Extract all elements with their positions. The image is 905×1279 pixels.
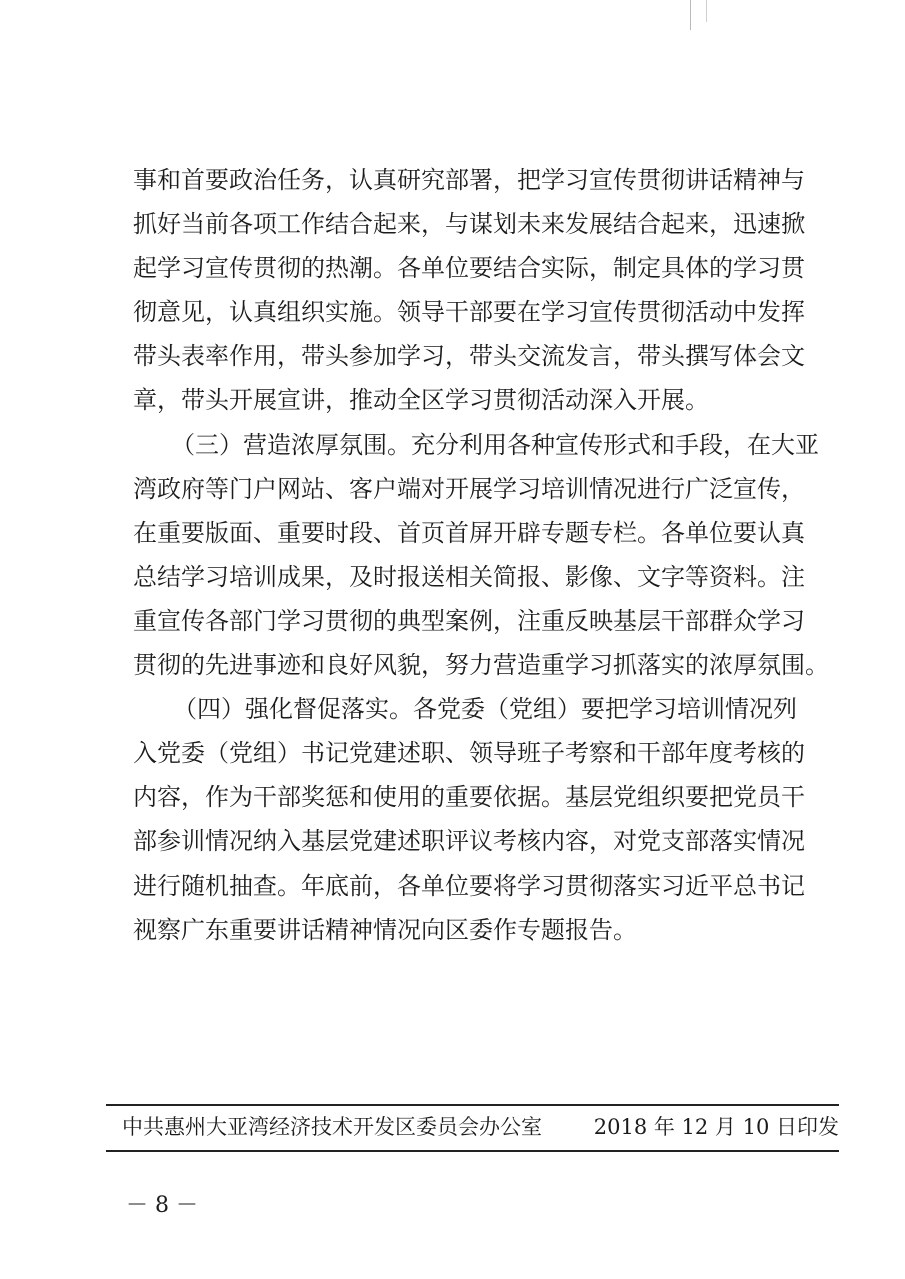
text-line: 章，带头开展宣讲，推动全区学习贯彻活动深入开展。 [133,386,709,415]
paragraph-heading-line: （四）强化督促落实。各党委（党组）要把学习培训情况列 [173,695,797,724]
text-line: 内容，作为干部奖惩和使用的重要依据。基层党组织要把党员干 [133,783,805,812]
text-line: 重宣传各部门学习贯彻的典型案例，注重反映基层干部群众学习 [133,606,805,635]
paragraph-heading-line: （三）营造浓厚氛围。充分利用各种宣传形式和手段，在大亚 [171,430,819,459]
text-line: 贯彻的先进事迹和良好风貌，努力营造重学习抓落实的浓厚氛围。 [133,651,829,680]
text-line: 在重要版面、重要时段、首页首屏开辟专题专栏。各单位要认真 [133,518,805,547]
text-line: 彻意见，认真组织实施。领导干部要在学习宣传贯彻活动中发挥 [133,298,805,327]
footer-print-date: 2018 年 12 月 10 日印发 [593,1115,839,1139]
text-line: 抓好当前各项工作结合起来，与谋划未来发展结合起来，迅速掀 [133,210,805,239]
text-line: 部参训情况纳入基层党建述职评议考核内容，对党支部落实情况 [133,827,805,856]
footer-top-rule [106,1104,839,1106]
text-line: 事和首要政治任务，认真研究部署，把学习宣传贯彻讲话精神与 [133,166,805,194]
text-line: 入党委（党组）书记党建述职、领导班子考察和干部年度考核的 [133,739,805,768]
scan-mark [706,0,707,22]
text-line: 湾政府等门户网站、客户端对开展学习培训情况进行广泛宣传， [133,474,805,503]
text-line: 带头表率作用，带头参加学习，带头交流发言，带头撰写体会文 [133,342,805,371]
text-line: 进行随机抽查。年底前，各单位要将学习贯彻落实习近平总书记 [133,871,805,900]
text-line: 总结学习培训成果，及时报送相关简报、影像、文字等资料。注 [133,562,805,591]
text-line: 视察广东重要讲话精神情况向区委作专题报告。 [133,915,637,944]
text-line: 起学习宣传贯彻的热潮。各单位要结合实际，制定具体的学习贯 [133,254,805,283]
page-number: － 8 － [126,1193,198,1218]
footer-issuer: 中共惠州大亚湾经济技术开发区委员会办公室 [122,1115,542,1139]
document-body [133,158,838,952]
footer-bottom-rule [106,1150,839,1152]
scan-mark [690,0,691,30]
